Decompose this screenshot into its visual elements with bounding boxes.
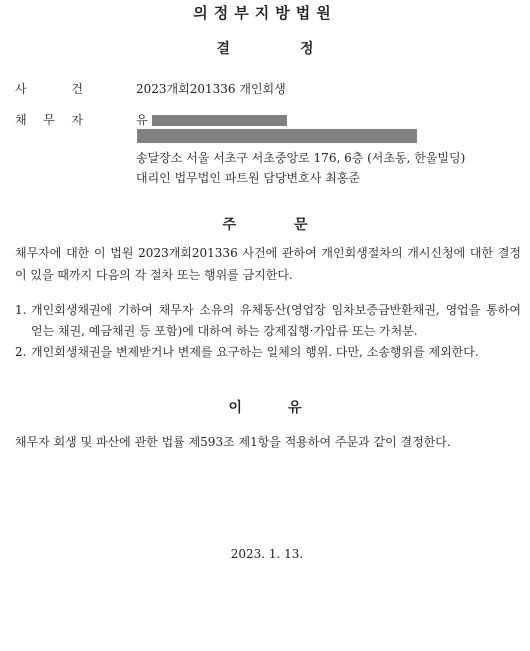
order-title: 주 문 [222,217,308,233]
redacted-name-block [152,115,287,126]
order-items [15,300,521,363]
decision-title-char: 결 [216,41,230,57]
service-address: 송달장소 서울 서초구 서초중앙로 176, 6층 (서초동, 한울빌딩) [136,151,466,165]
list-item: 2. 개인회생채권을 변제받거나 변제를 요구하는 일체의 행위. 다만, 소송행위를 제외한다. [15,345,479,359]
court-name: 의정부지방법원 [193,4,337,22]
order-paragraph: 채무자에 대한 이 법원 2023개회201336 사건에 관하여 개인회생절차의 개시신청에 대한 결정이 있을 때까지 다음의 각 절차 또는 행위를 금지한다. [15,246,521,282]
representative: 대리인 법무법인 파트원 담당변호사 최홍준 [136,171,360,185]
case-label: 사 건 [15,82,83,96]
list-item: 1. 개인회생채권에 기하여 채무자 소유의 유체동산(영업장 임차보증금반환채권, 영업을 통하여 얻는 채권, 예금채권 등 포함)에 대하여 하는 강제집행·가압류 또는 가처분. [15,303,521,338]
redacted-address-block [137,129,417,143]
decision-title [0,38,530,58]
decision-title-char: 정 [300,41,314,57]
reason-paragraph: 채무자 회생 및 파산에 관한 법률 제593조 제1항을 적용하여 주문과 같이 결정한다. [15,435,451,449]
case-number: 2023개회201336 개인회생 [136,82,286,96]
debtor-label: 채 무 자 [15,113,83,127]
debtor-name-prefix: 유 [136,113,148,127]
decision-date: 2023. 1. 13. [230,547,304,561]
reason-title: 이 유 [228,400,302,416]
